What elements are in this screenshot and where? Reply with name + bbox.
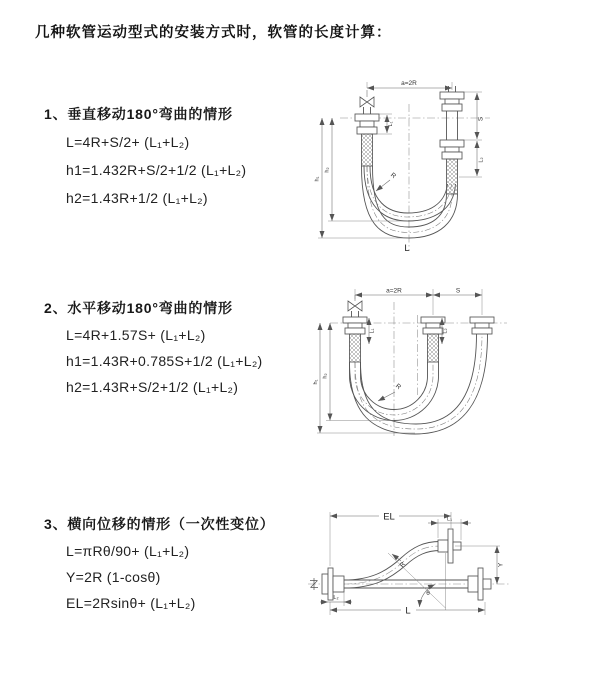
dim-label-l2: L₂ — [333, 595, 339, 601]
dimension-el — [330, 511, 451, 570]
section-3-formulas — [66, 538, 324, 616]
dim-label-r: R — [398, 560, 408, 570]
valve-icon — [360, 90, 374, 107]
dim-label-l1: L₁ — [388, 121, 394, 127]
formula-line: h1=1.43R+0.785S+1/2 (L₁+L₂) — [66, 353, 263, 369]
dimension-l — [330, 602, 485, 617]
diagram-horizontal-180-bend — [312, 284, 547, 456]
right-flange-fitting — [468, 568, 491, 600]
section-2-formulas — [66, 322, 324, 400]
hose-wide-u — [350, 334, 488, 434]
section-vertical-movement — [44, 104, 324, 212]
right-position-fitting — [470, 317, 494, 334]
middle-position-fitting — [421, 317, 445, 362]
dim-label-theta: θ — [426, 590, 430, 597]
dimension-span — [367, 80, 452, 90]
formula-line: h2=1.43R+S/2+1/2 (L₁+L₂) — [66, 379, 239, 395]
formula-line: L=4R+S/2+ (L₁+L₂) — [66, 134, 190, 150]
dimension-l1 — [377, 114, 394, 134]
left-end-fitting — [355, 107, 379, 166]
diagram-lateral-displacement — [300, 498, 595, 643]
dim-label-el: EL — [383, 511, 395, 523]
radius-leader — [392, 554, 407, 569]
dim-label-l1: L₁ — [369, 328, 376, 334]
radius-leader — [376, 172, 397, 191]
left-end-fitting — [343, 311, 367, 362]
dimension-s — [433, 288, 482, 296]
dim-label-y: Y — [497, 562, 505, 568]
dim-label-span: a=2R — [401, 80, 417, 87]
dim-label-s: S — [477, 116, 485, 122]
dim-label-l1: L₁ — [447, 516, 452, 523]
dim-label-r: R — [388, 171, 398, 181]
formula-line: L=πRθ/90+ (L₁+L₂) — [66, 543, 190, 559]
radius-leader — [378, 383, 402, 401]
section-3-heading: 3、横向位移的情形（一次性变位） — [44, 516, 275, 532]
formula-line: EL=2Rsinθ+ (L₁+L₂) — [66, 595, 196, 611]
section-horizontal-movement — [44, 298, 324, 400]
dim-label-h1: h₁ — [313, 379, 319, 385]
dimension-l1 — [369, 318, 376, 344]
section-2-heading: 2、水平移动180°弯曲的情形 — [44, 300, 233, 316]
dimension-s — [464, 92, 485, 140]
dim-label-h2: h₂ — [324, 167, 331, 173]
right-lower-fitting — [440, 140, 464, 194]
dim-label-l2: L₂ — [442, 328, 449, 334]
formula-line: h2=1.43R+1/2 (L₁+L₂) — [66, 190, 208, 206]
dim-label-r: R — [393, 382, 403, 392]
dim-label-l: L — [405, 605, 411, 617]
diagram-vertical-180-bend — [312, 74, 547, 254]
dim-label-span: a=2R — [386, 287, 402, 295]
page-title: 几种软管运动型式的安装方式时，软管的长度计算： — [35, 25, 392, 41]
hose-displaced-position — [344, 542, 448, 589]
angle-construction — [388, 553, 446, 610]
dim-label-s: S — [455, 287, 461, 295]
section-1-formulas — [66, 128, 324, 212]
formula-line: Y=2R (1-cosθ) — [66, 569, 161, 585]
section-lateral-displacement — [44, 514, 324, 616]
dim-label-h2: h₂ — [322, 373, 329, 379]
dimension-span — [355, 288, 482, 316]
formula-line: h1=1.432R+S/2+1/2 (L₁+L₂) — [66, 162, 247, 178]
formula-line: L=4R+1.57S+ (L₁+L₂) — [66, 327, 206, 343]
dim-label-l: L — [404, 243, 410, 254]
section-1-heading: 1、垂直移动180°弯曲的情形 — [44, 106, 233, 122]
dim-label-h1: h₁ — [314, 176, 321, 182]
dim-label-l2: L₂ — [478, 157, 485, 163]
